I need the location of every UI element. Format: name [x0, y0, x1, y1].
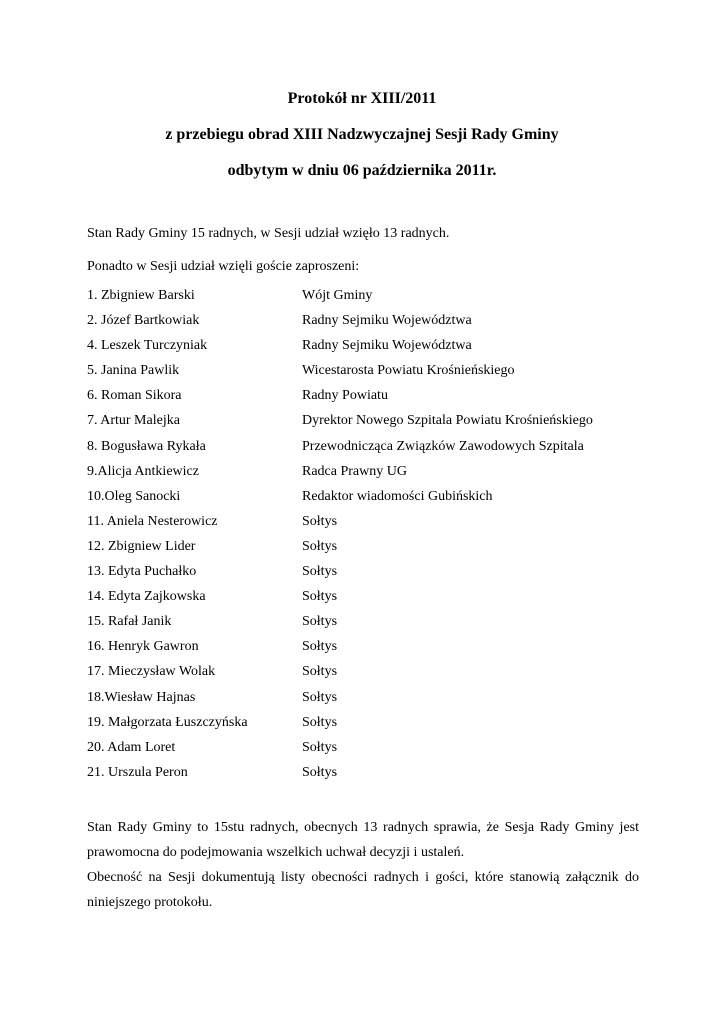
guest-name: 10.Oleg Sanocki: [87, 488, 181, 504]
guest-name: 2. Józef Bartkowiak: [87, 313, 200, 329]
quorum-paragraph: Stan Rady Gminy to 15stu radnych, obecnych 13 radnych sprawia, że Sesja Rady Gminy jest prawomocna do podejmowania wszelkich uchwał decyzji i ustaleń.: [87, 820, 639, 860]
guest-role: Sołtys: [302, 538, 338, 554]
guest-role: Radny Sejmiku Województwa: [302, 313, 472, 329]
guest-row: [0, 588, 724, 613]
attendance-attachment-paragraph: Obecność na Sesji dokumentują listy obecności radnych i gości, które stanowią załącznik do niniejszego protokołu.: [87, 870, 639, 910]
guest-name: 20. Adam Loret: [87, 739, 176, 755]
guest-row: [0, 663, 724, 688]
guest-row: [0, 362, 724, 387]
guest-role: Redaktor wiadomości Gubińskich: [302, 488, 493, 504]
guest-row: [0, 387, 724, 412]
guest-row: [0, 638, 724, 663]
guest-name: 16. Henryk Gawron: [87, 639, 199, 655]
guest-list: [0, 287, 724, 789]
guest-row: [0, 613, 724, 638]
guest-role: Sołtys: [302, 664, 338, 680]
guest-role: Sołtys: [302, 564, 338, 580]
guest-role: Sołtys: [302, 764, 338, 780]
guest-name: 4. Leszek Turczyniak: [87, 338, 208, 354]
guest-row: [0, 337, 724, 362]
guest-role: Sołtys: [302, 739, 338, 755]
guest-role: Sołtys: [302, 589, 338, 605]
guest-row: [0, 764, 724, 789]
guest-row: [0, 513, 724, 538]
closing-text: [87, 815, 639, 915]
guest-name: 13. Edyta Puchałko: [87, 564, 197, 580]
guest-role: Radca Prawny UG: [302, 463, 407, 479]
guest-row: [0, 739, 724, 764]
guest-name: 6. Roman Sikora: [87, 388, 182, 404]
guest-name: 5. Janina Pawlik: [87, 363, 180, 379]
guest-row: [0, 563, 724, 588]
guest-role: Sołtys: [302, 614, 338, 630]
guest-row: [0, 312, 724, 337]
guest-role: Radny Sejmiku Województwa: [302, 338, 472, 354]
guest-name: 7. Artur Malejka: [87, 413, 180, 429]
guest-role: Sołtys: [302, 513, 338, 529]
guest-name: 17. Mieczysław Wolak: [87, 664, 216, 680]
guest-name: 15. Rafał Janik: [87, 614, 172, 630]
guest-row: [0, 689, 724, 714]
guest-role: Przewodnicząca Związków Zawodowych Szpitala: [302, 438, 584, 454]
guest-name: 14. Edyta Zajkowska: [87, 589, 206, 605]
guest-role: Sołtys: [302, 689, 338, 705]
guest-name: 8. Bogusława Rykała: [87, 438, 206, 454]
guest-name: 1. Zbigniew Barski: [87, 288, 195, 303]
guest-name: 12. Zbigniew Lider: [87, 538, 196, 554]
guest-name: 18.Wiesław Hajnas: [87, 689, 196, 705]
guest-role: Sołtys: [302, 639, 338, 655]
guest-name: 9.Alicja Antkiewicz: [87, 463, 199, 479]
guest-role: Wicestarosta Powiatu Krośnieńskiego: [302, 363, 515, 379]
guest-name: 19. Małgorzata Łuszczyńska: [87, 714, 248, 730]
document-subtitle: z przebiegu obrad XIII Nadzwyczajnej Sesji Rady Gminy: [165, 126, 559, 143]
guest-row: [0, 538, 724, 563]
guest-role: Dyrektor Nowego Szpitala Powiatu Krośnieńskiego: [302, 413, 593, 429]
guest-row: [0, 488, 724, 513]
guests-intro-line: Ponadto w Sesji udział wzięli goście zaproszeni:: [87, 259, 360, 274]
guest-role: Sołtys: [302, 714, 338, 730]
guest-row: [0, 463, 724, 488]
guest-row: [0, 438, 724, 463]
guest-role: Radny Powiatu: [302, 388, 388, 404]
guest-name: 11. Aniela Nesterowicz: [87, 513, 218, 529]
document-title: Protokół nr XIII/2011: [287, 90, 437, 107]
guest-row: [0, 412, 724, 437]
guest-row: [0, 714, 724, 739]
council-attendance-line: Stan Rady Gminy 15 radnych, w Sesji udział wzięło 13 radnych.: [87, 226, 450, 241]
guest-row: [0, 287, 724, 312]
guest-name: 21. Urszula Peron: [87, 764, 188, 780]
document-date-line: odbytym w dniu 06 października 2011r.: [227, 162, 497, 179]
guest-role: Wójt Gminy: [302, 288, 373, 303]
